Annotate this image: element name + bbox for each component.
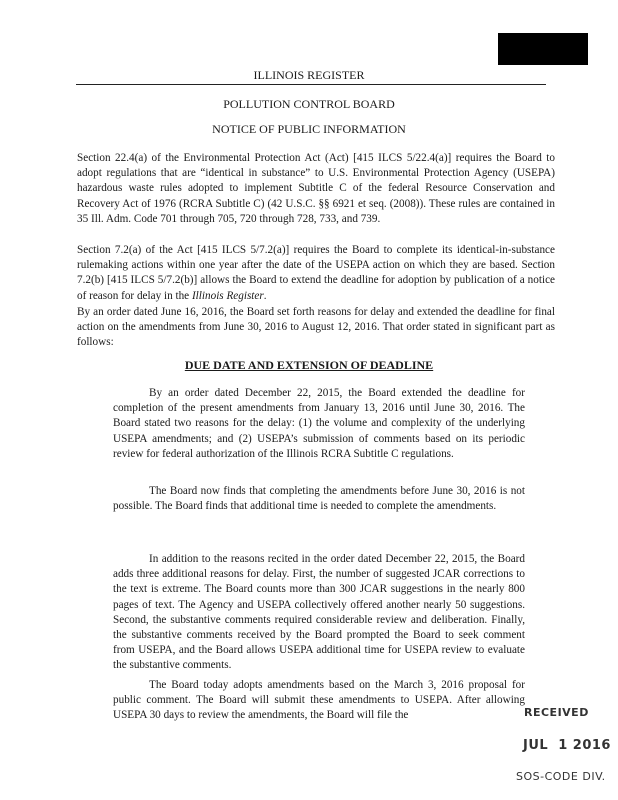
register-title: ILLINOIS REGISTER [253, 68, 365, 82]
paragraph-2-text: Section 7.2(a) of the Act [415 ILCS 5/7.2(a)] requires the Board to complete its identical-in-substance rulemaking actions within one year after the date of the USEPA action on which they are based. Section 7.2(b) [415 ILCS 5/7.2(b)] allows the Board to extend the deadline for adoption by publication of a notice of reason for delay in the [77, 244, 555, 302]
paragraph-1: Section 22.4(a) of the Environmental Protection Act (Act) [415 ILCS 5/22.4(a)] requires the Board to adopt regulations that are “identical in substance” to U.S. Environmental Protection Agency (USEPA) hazardous waste rules adopted to implement Subtitle C of the federal Resource Conservation and Recovery Act of 1976 (RCRA Subtitle C) (42 U.S.C. §§ 6921 et seq. (2008)). These rules are contained in 35 Ill. Adm. Code 701 through 705, 720 through 728, 733, and 739. [77, 152, 555, 225]
quote-paragraph-1: By an order dated December 22, 2015, the Board extended the deadline for completion of the present amendments from January 13, 2016 until June 30, 2016. The Board stated two reasons for the delay: (1) the volume and complexity of the underlying USEPA amendments; and (2) USEPA’s submission of comments based on its periodic review for federal authorization of the Illinois RCRA Subtitle C regulations. [113, 387, 525, 460]
header-rule [76, 84, 546, 85]
notice-title: NOTICE OF PUBLIC INFORMATION [212, 122, 406, 136]
received-stamp: RECEIVED [524, 706, 589, 719]
redaction-box [498, 33, 588, 65]
paragraph-2 [77, 243, 555, 304]
quote-paragraph-2: The Board now finds that completing the amendments before June 30, 2016 is not possible. The Board finds that additional time is needed to complete the amendments. [113, 485, 525, 513]
paragraph-2-italic: Illinois Register [191, 289, 264, 302]
received-date-stamp: JUL 1 2016 [523, 738, 611, 753]
quote-paragraph-4: The Board today adopts amendments based on the March 3, 2016 proposal for public comment. The Board will submit these amendments to USEPA. After allowing USEPA 30 days to review the amendments, the Board will file the [113, 679, 525, 722]
office-stamp: SOS-CODE DIV. [516, 770, 606, 783]
section-heading: DUE DATE AND EXTENSION OF DEADLINE [184, 358, 434, 372]
paragraph-2-end: . [263, 289, 267, 302]
quote-paragraph-3: In addition to the reasons recited in the order dated December 22, 2015, the Board adds three additional reasons for delay. First, the number of suggested JCAR corrections to the text is extreme. The Board counts more than 300 JCAR suggestions in the nearly 800 pages of text. The Agency and USEPA collectively offered another nearly 50 suggestions. Second, the substantive comments required considerable review and deliberation. Finally, the substantive comments received by the Board prompted the Board to seek comment from USEPA, and the Board allows USEPA additional time for USEPA review to evaluate the substantive comments. [113, 553, 525, 672]
paragraph-3: By an order dated June 16, 2016, the Board set forth reasons for delay and extended the deadline for final action on the amendments from June 30, 2016 to August 12, 2016. That order stated in significant part as follows: [77, 306, 555, 349]
board-name: POLLUTION CONTROL BOARD [223, 97, 395, 111]
